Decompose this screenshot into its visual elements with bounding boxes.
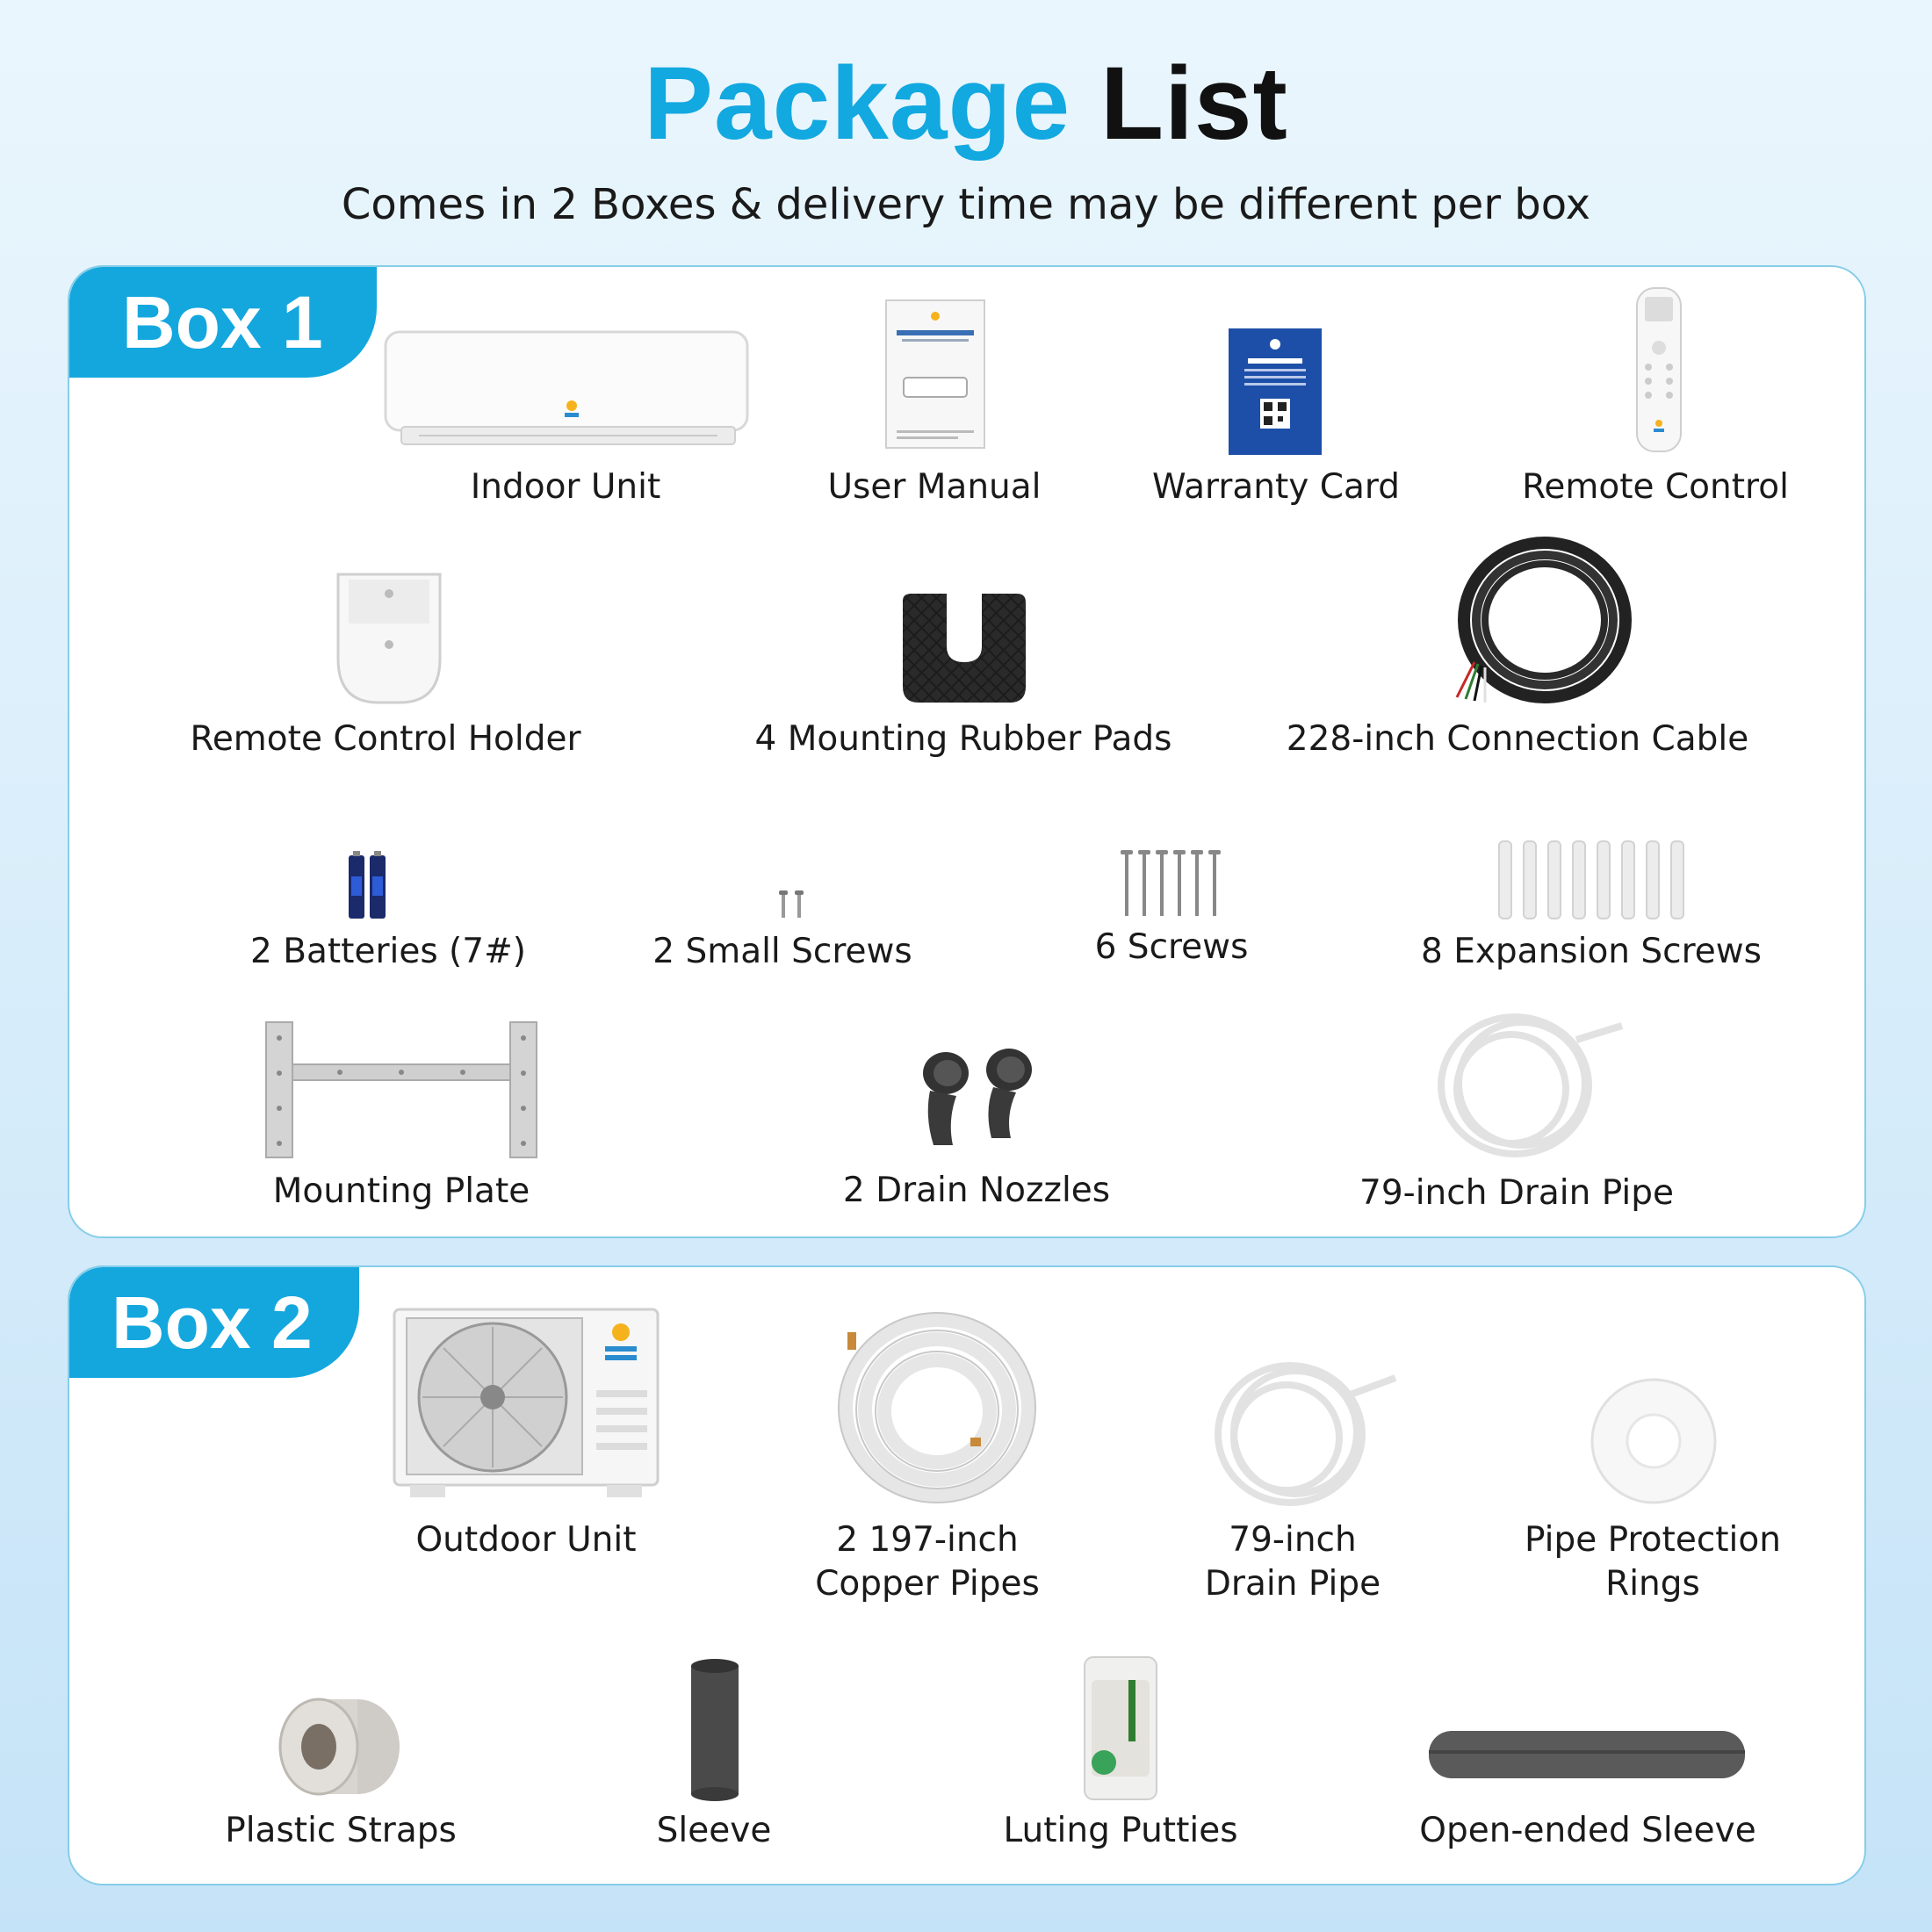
box1-label-rubber-pads: 4 Mounting Rubber Pads	[754, 719, 1172, 759]
mounting-plate-image	[261, 1020, 542, 1159]
box1-label-expansion-screws: 8 Expansion Screws	[1420, 932, 1763, 971]
box2-label-drain-pipe: 79-inch Drain Pipe	[1204, 1520, 1381, 1604]
box2-label-outdoor-unit: Outdoor Unit	[415, 1520, 637, 1560]
box2-label-pipe-rings: Pipe Protection Rings	[1525, 1520, 1781, 1604]
outdoor-unit-image	[391, 1306, 668, 1501]
drain-pipe-image-box2	[1202, 1352, 1401, 1510]
box1-label-screws: 6 Screws	[1094, 927, 1249, 967]
box1-label-small-screws: 2 Small Screws	[652, 932, 912, 971]
box2-label-open-sleeve: Open-ended Sleeve	[1419, 1811, 1756, 1850]
box2-label-putty: Luting Putties	[1003, 1811, 1238, 1850]
box1-label-warranty-card: Warranty Card	[1152, 467, 1400, 507]
remote-holder-image	[329, 571, 449, 706]
sleeve-image	[688, 1657, 742, 1801]
box-2-tab: Box 2	[69, 1267, 359, 1378]
box1-label-drain-pipe: 79-inch Drain Pipe	[1359, 1173, 1674, 1213]
box2-label-plastic-straps: Plastic Straps	[225, 1811, 457, 1850]
box-1-tab: Box 1	[69, 267, 377, 378]
connection-cable-image	[1439, 530, 1650, 706]
box1-label-connection-cable: 228-inch Connection Cable	[1286, 719, 1749, 759]
page-title	[0, 44, 1932, 163]
box1-label-drain-nozzles: 2 Drain Nozzles	[842, 1171, 1111, 1210]
title-accent: Package	[644, 46, 1071, 162]
drain-pipe-image	[1427, 1005, 1629, 1163]
user-manual-image	[884, 299, 986, 450]
putty-image	[1081, 1654, 1160, 1803]
box1-label-remote-holder: Remote Control Holder	[190, 719, 581, 759]
indoor-unit-image	[384, 328, 753, 451]
screws-image	[1119, 850, 1224, 920]
pipe-ring-image	[1589, 1374, 1719, 1508]
rubber-pad-image	[899, 592, 1029, 704]
remote-control-image	[1634, 286, 1683, 453]
box1-label-mounting-plate: Mounting Plate	[272, 1171, 530, 1211]
page-subtitle: Comes in 2 Boxes & delivery time may be different per box	[341, 180, 1591, 229]
small-screws-image	[775, 890, 807, 920]
copper-pipes-image	[830, 1306, 1041, 1510]
expansion-screws-image	[1496, 838, 1692, 922]
open-sleeve-image	[1424, 1726, 1750, 1784]
title-rest: List	[1099, 46, 1288, 162]
box1-label-user-manual: User Manual	[827, 467, 1042, 507]
plastic-straps-image	[277, 1696, 403, 1803]
box1-label-indoor-unit: Indoor Unit	[470, 467, 661, 507]
box-2-panel	[68, 1265, 1866, 1885]
box1-label-remote-control: Remote Control	[1522, 467, 1789, 507]
box-1-panel	[68, 265, 1866, 1238]
box1-label-batteries: 2 Batteries (7#)	[250, 932, 526, 971]
warranty-card-image	[1229, 328, 1322, 455]
box2-label-sleeve: Sleeve	[656, 1811, 772, 1850]
batteries-image	[347, 850, 389, 920]
box2-label-copper-pipes: 2 197-inch Copper Pipes	[815, 1520, 1040, 1604]
drain-nozzles-image	[904, 1047, 1044, 1152]
